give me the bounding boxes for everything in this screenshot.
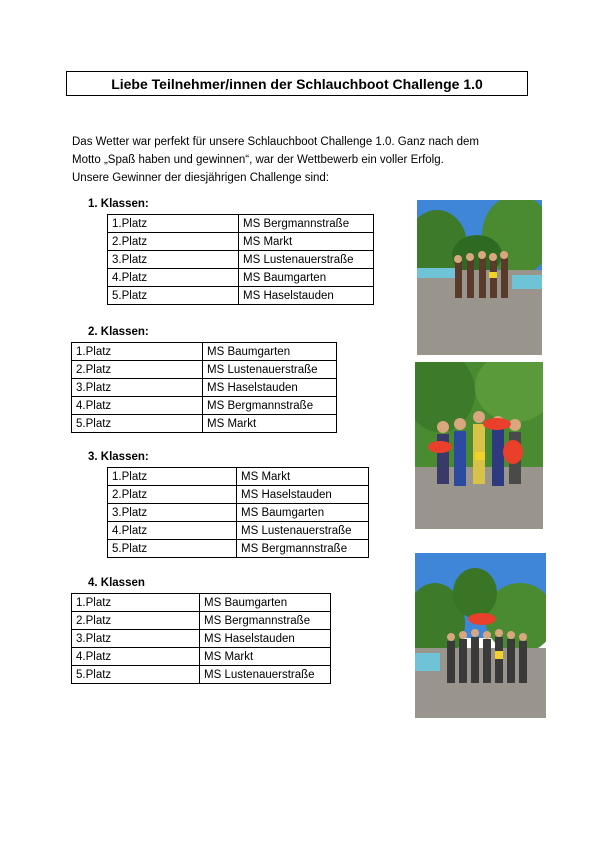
place-cell: 5.Platz (108, 287, 239, 305)
table-row (108, 468, 369, 486)
place-cell: 1.Platz (108, 468, 237, 486)
school-cell: MS Markt (239, 233, 374, 251)
photo-group-buoys (415, 362, 543, 529)
place-cell: 2.Platz (72, 361, 203, 379)
ranking-table-3 (107, 467, 369, 558)
school-cell: MS Haselstauden (239, 287, 374, 305)
school-cell: MS Markt (200, 648, 331, 666)
intro-text (72, 133, 542, 187)
school-cell: MS Lustenauerstraße (203, 361, 337, 379)
place-cell: 3.Platz (72, 379, 203, 397)
intro-line: Unsere Gewinner der diesjährigen Challenge sind: (72, 172, 329, 184)
table-row (72, 361, 337, 379)
intro-line: Motto „Spaß haben und gewinnen“, war der Wettbewerb ein voller Erfolg. (72, 154, 444, 166)
school-cell: MS Bergmannstraße (237, 540, 369, 558)
place-cell: 1.Platz (72, 343, 203, 361)
school-cell: MS Haselstauden (200, 630, 331, 648)
section-heading-3: 3. Klassen: (88, 451, 149, 463)
table-row (72, 630, 331, 648)
place-cell: 3.Platz (72, 630, 200, 648)
place-cell: 2.Platz (108, 233, 239, 251)
school-cell: MS Markt (237, 468, 369, 486)
table-row (108, 251, 374, 269)
school-cell: MS Bergmannstraße (200, 612, 331, 630)
school-cell: MS Haselstauden (203, 379, 337, 397)
place-cell: 4.Platz (108, 522, 237, 540)
place-cell: 5.Platz (72, 666, 200, 684)
page-title: Liebe Teilnehmer/innen der Schlauchboot Challenge 1.0 (66, 71, 528, 96)
ranking-table-2 (71, 342, 337, 433)
place-cell: 2.Platz (72, 612, 200, 630)
table-row (72, 415, 337, 433)
table-row (108, 504, 369, 522)
table-row (72, 397, 337, 415)
school-cell: MS Lustenauerstraße (239, 251, 374, 269)
school-cell: MS Lustenauerstraße (237, 522, 369, 540)
school-cell: MS Lustenauerstraße (200, 666, 331, 684)
place-cell: 5.Platz (72, 415, 203, 433)
place-cell: 2.Platz (108, 486, 237, 504)
school-cell: MS Baumgarten (203, 343, 337, 361)
school-cell: MS Haselstauden (237, 486, 369, 504)
school-cell: MS Bergmannstraße (203, 397, 337, 415)
place-cell: 1.Platz (108, 215, 239, 233)
table-row (72, 648, 331, 666)
place-cell: 4.Platz (72, 648, 200, 666)
table-row (72, 594, 331, 612)
intro-line: Das Wetter war perfekt für unsere Schlauchboot Challenge 1.0. Ganz nach dem (72, 136, 479, 148)
table-row (108, 215, 374, 233)
table-row (72, 612, 331, 630)
place-cell: 5.Platz (108, 540, 237, 558)
table-row (108, 522, 369, 540)
school-cell: MS Markt (203, 415, 337, 433)
photo-group-pool-1 (417, 200, 542, 355)
school-cell: MS Baumgarten (237, 504, 369, 522)
table-row (108, 540, 369, 558)
ranking-table-4 (71, 593, 331, 684)
ranking-table-1 (107, 214, 374, 305)
section-heading-2: 2. Klassen: (88, 326, 149, 338)
photo-group-pool-2 (415, 553, 546, 718)
place-cell: 3.Platz (108, 251, 239, 269)
place-cell: 1.Platz (72, 594, 200, 612)
place-cell: 3.Platz (108, 504, 237, 522)
school-cell: MS Baumgarten (239, 269, 374, 287)
school-cell: MS Bergmannstraße (239, 215, 374, 233)
table-row (72, 666, 331, 684)
place-cell: 4.Platz (108, 269, 239, 287)
table-row (72, 379, 337, 397)
school-cell: MS Baumgarten (200, 594, 331, 612)
table-row (108, 287, 374, 305)
table-row (108, 269, 374, 287)
table-row (108, 233, 374, 251)
section-heading-4: 4. Klassen (88, 577, 145, 589)
place-cell: 4.Platz (72, 397, 203, 415)
table-row (72, 343, 337, 361)
section-heading-1: 1. Klassen: (88, 198, 149, 210)
table-row (108, 486, 369, 504)
